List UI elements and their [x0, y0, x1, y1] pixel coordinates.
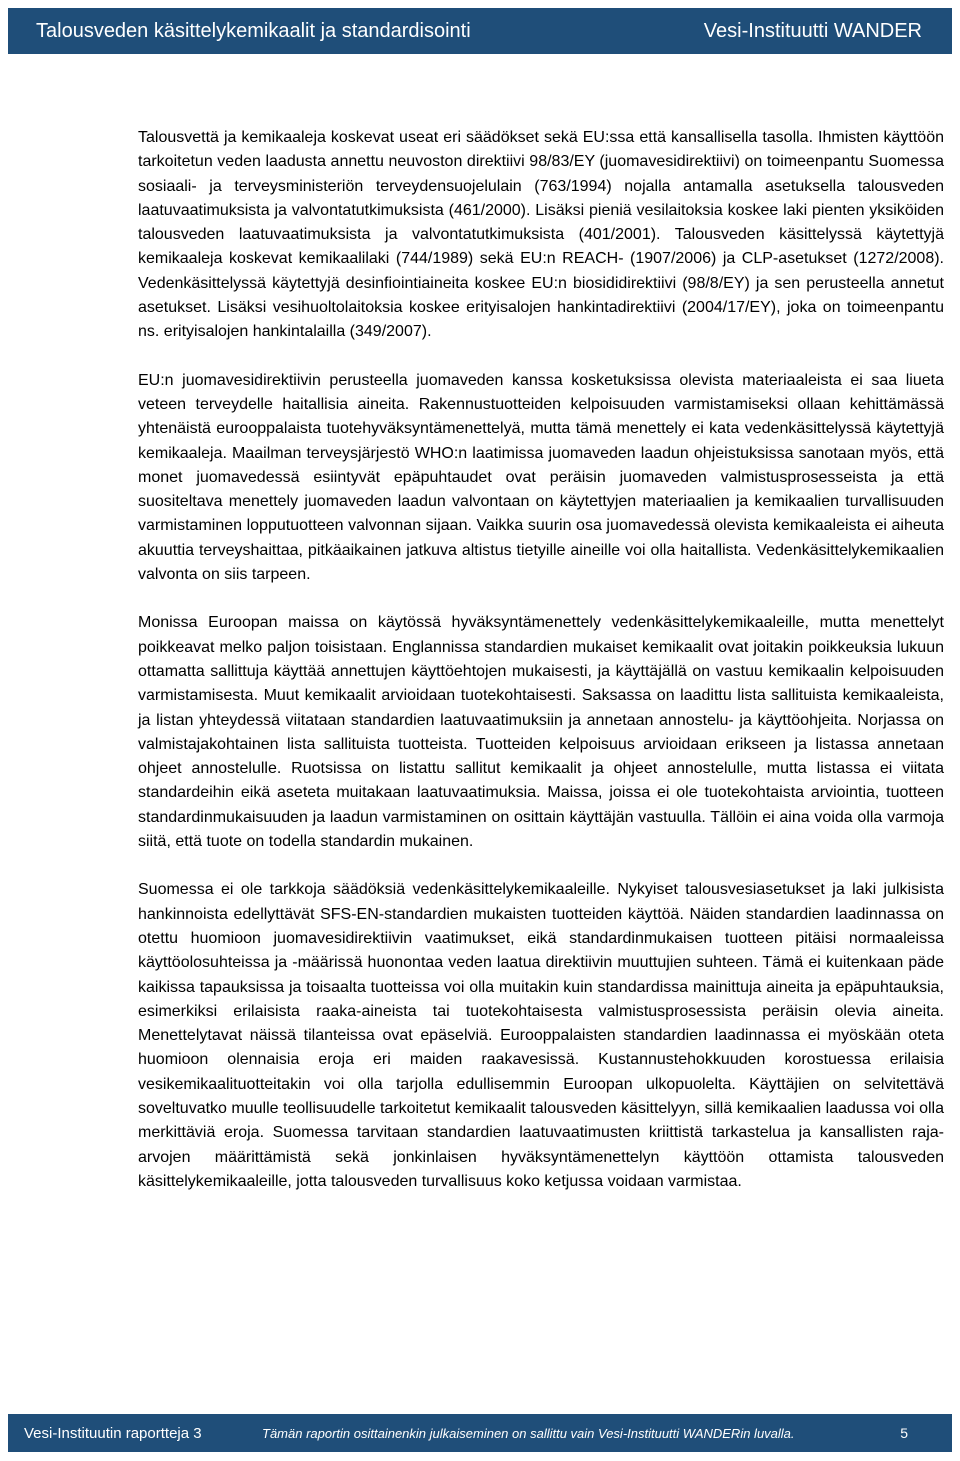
publisher-name: Vesi-Instituutti WANDER	[703, 19, 922, 42]
page-number: 5	[900, 1425, 908, 1441]
document-title: Talousveden käsittelykemikaalit ja standardisointi	[36, 19, 471, 42]
report-series: Vesi-Instituutin raportteja 3	[24, 1424, 202, 1442]
page-footer	[8, 1414, 952, 1452]
copyright-notice: Tämän raportin osittainenkin julkaiseminen on sallittu vain Vesi-Instituutti WANDERin luvalla.	[262, 1425, 795, 1441]
paragraph-finland: Suomessa ei ole tarkkoja säädöksiä vedenkäsittelykemikaaleille. Nykyiset talousvesiasetukset ja laki julkisista hankinnoista edellyttävät SFS-EN-standardien mukaisten tuotteiden käyttöä. Näiden standardien laadinnassa on otettu huomioon juomavesidirektiivin vaatimukset, eikä standardinmukaisen tuotteen pitäisi normaaleissa käyttöolosuhteissa ja -määrissä huonontaa veden laatua direktiivin muuttujien suhteen. Tämä ei kuitenkaan päde kaikissa tapauksissa ja toisaalta tuotteissa voi olla muitakin kuin standardissa mainittuja aineita ja epäpuhtauksia, esimerkiksi erilaisista raaka-aineista tai tuotekohtaisesta valmistusprosessista peräisin olevia aineita. Menettelytavat näissä tilanteissa ovat epäselviä. Eurooppalaisten standardien laadinnassa ei myöskään oteta huomioon olennaisia eroja eri maiden raakavesissä. Kustannustehokkuuden korostuessa erilaisia vesikemikaalituotteitakin voi olla tarjolla edullisemmin Euroopan ulkopuolelta. Käyttäjien on selvitettävä soveltuvatko muulle teollisuudelle tarkoitetut kemikaalit talousveden käsittelyyn, sillä kemikaalien laadussa voi olla merkittäviä eroja. Suomessa tarvitaan standardien laatuvaatimusten kriittistä tarkastelua ja kansallisten raja-arvojen määrittämistä sekä jonkinlaisen hyväksyntämenettelyn käyttöön ottamista talousveden käsittelykemikaaleille, jotta talousveden turvallisuus koko ketjussa voidaan varmistaa.	[138, 881, 944, 1190]
body-text	[138, 126, 944, 1218]
paragraph-legislation: Talousvettä ja kemikaaleja koskevat useat eri säädökset sekä EU:ssa että kansallisella tasolla. Ihmisten käyttöön tarkoitetun veden laadusta annettu neuvoston direktiivi 98/83/EY (juomavesidirektiivi) on toimeenpantu Suomessa sosiaali- ja terveysministeriön terveydensuojelulain (763/1994) nojalla antamalla asetuksella talousveden laatuvaatimuksista ja valvontatutkimuksista (461/2000). Lisäksi pieniä vesilaitoksia koskee laki pienten yksiköiden talousveden laatuvaatimuksista ja valvontatutkimuksista (401/2001). Talousveden käsittelyssä käytettyjä kemikaaleja koskevat kemikaalilaki (744/1989) sekä EU:n REACH- (1907/2006) ja CLP-asetukset (1272/2008). Vedenkäsittelyssä käytettyjä desinfiointiaineita koskee EU:n biosididirektiivi (98/8/EY) ja sen perusteella annetut asetukset. Lisäksi vesihuoltolaitoksia koskee erityisalojen hankintadirektiivi (2004/17/EY), joka on toimeenpantu ns. erityisalojen hankintalailla (349/2007).	[138, 129, 944, 341]
paragraph-eu-directive: EU:n juomavesidirektiivin perusteella juomaveden kanssa kosketuksissa olevista materiaaleista ei saa liueta veteen terveydelle haitallisia aineita. Rakennustuotteiden kelpoisuuden varmistamiseksi ollaan kehittämässä yhtenäistä eurooppalaista tuotehyväksyntämenettelyä, mutta tämä menettely ei kata vedenkäsittelyssä käytettyjä kemikaaleja. Maailman terveysjärjestö WHO:n laatimissa juomaveden laadun ohjeistuksissa sanotaan myös, että monet juomavedessä esiintyvät epäpuhtaudet ovat peräisin juomaveden valmistusprosesseista ja että suositeltava menettely juomaveden laadun valvontaan on käytettyjen materiaalien ja kemikaalien turvallisuuden varmistaminen lopputuotteen valvonnan sijaan. Vaikka suurin osa juomavedessä olevista kemikaaleista ei aiheuta akuuttia terveyshaittaa, pitkäaikainen jatkuva altistus tietyille aineille voi olla haitallista. Vedenkäsittelykemikaalien valvonta on siis tarpeen.	[138, 371, 944, 584]
paragraph-european-approval: Monissa Euroopan maissa on käytössä hyväksyntämenettely vedenkäsittelykemikaaleille, mutta menettelyt poikkeavat melko paljon toisistaan. Englannissa standardien mukaiset kemikaalit ovat joitakin poikkeuksia lukuun ottamatta sallittuja käyttää annettujen käyttöehtojen mukaisesti, ja käyttäjällä on vastuu kemikaalin kelpoisuuden varmistamisesta. Muut kemikaalit arvioidaan tuotekohtaisesti. Saksassa on laadittu lista sallituista kemikaaleista, ja listan yhteydessä viitataan standardien laatuvaatimuksiin ja annetaan annostelu- ja käyttöohjeita. Norjassa on valmistajakohtainen lista sallituista tuotteista. Tuotteiden kelpoisuus arvioidaan erikseen ja listassa annetaan ohjeet annostelulle. Ruotsissa on listattu sallitut kemikaalit ja ohjeet annostelulle, mutta listassa ei viitata standardeihin eikä aseteta muitakaan laatuvaatimuksia. Maissa, joissa ei ole tuotekohtaista arviointia, tuotteen standardinmukaisuuden ja laadun varmistaminen on osittain käyttäjän vastuulla. Tällöin ei aina voida olla varmoja siitä, että tuote on todella standardin mukainen.	[138, 614, 944, 851]
page-header	[8, 8, 952, 54]
